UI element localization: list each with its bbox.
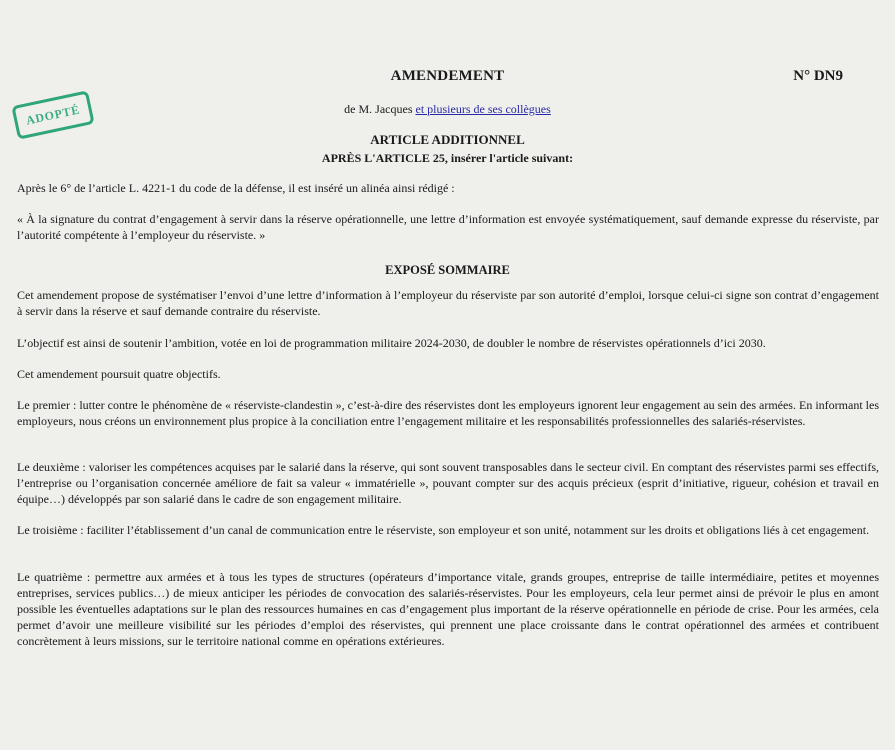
document-title: AMENDEMENT (390, 68, 505, 84)
article-quote: « À la signature du contrat d’engagement à servir dans la réserve opérationnelle, une lettre d’information est envoyée systématiquement, sauf demande expresse du réserviste, par l’autorité compétente à l’employeur du réserviste. » (17, 212, 879, 242)
expose-paragraph-2: L’objectif est ainsi de soutenir l’ambition, votée en loi de programmation militaire 2024-2030, de doubler le nombre de réservistes opérationnels d’ici 2030. (17, 336, 766, 350)
expose-paragraph-7: Le quatrième : permettre aux armées et à tous les types de structures (opérateurs d’importance vitale, grands groupes, entreprise de taille intermédiaire, petites et moyennes entreprises, services publics…) de mieux anticiper les périodes de convocation des salariés-réservistes. Pour les employeurs, cela leur permet ainsi de prévoir le plus en amont possible les éventuelles adaptations sur le plan des ressources humaines en cas d’engagement plus important de la réserve opérationnelle en période de crise. Pour les armées, cela permet d’avoir une meilleure visibilité sur les périodes d’emploi des réservistes, qui prennent une place croissante dans le contrat opérationnel des armées et contribuent concrètement à leurs missions, sur le territoire national comme en opérations extérieures. (17, 570, 879, 648)
article-subtitle: APRÈS L'ARTICLE 25, insérer l'article suivant: (321, 151, 574, 165)
authors-link[interactable]: et plusieurs de ses collègues (415, 102, 551, 116)
article-intro: Après le 6° de l’article L. 4221-1 du code de la défense, il est inséré un alinéa ainsi rédigé : (17, 181, 455, 195)
expose-title: EXPOSÉ SOMMAIRE (385, 263, 510, 277)
article-title: ARTICLE ADDITIONNEL (370, 132, 525, 147)
authors-prefix: de M. Jacques (344, 102, 416, 116)
expose-paragraph-3: Cet amendement poursuit quatre objectifs. (17, 367, 221, 381)
authors-line (0, 102, 895, 117)
expose-paragraph-4: Le premier : lutter contre le phénomène de « réserviste-clandestin », c’est-à-dire des réservistes dont les employeurs ignorent leur engagement au sein des armées. En informant les employeurs, nous créons un environnement plus propice à la conciliation entre l’engagement militaire et les responsabilités professionnelles des salariés-réservistes. (17, 398, 879, 428)
expose-paragraph-5: Le deuxième : valoriser les compétences acquises par le salarié dans la réserve, qui sont souvent transposables dans le secteur civil. En comptant des réservistes parmi ses effectifs, l’entreprise ou l’organisation concernée améliore de fait sa valeur « immatérielle », pouvant compter sur des acquis précieux (esprit d’initiative, rigueur, cohésion et travail en équipe…) développés par son salarié dans le cadre de son engagement militaire. (17, 460, 879, 506)
amendment-number: N° DN9 (793, 68, 843, 84)
expose-paragraph-1: Cet amendement propose de systématiser l’envoi d’une lettre d’information à l’employeur du réserviste par son autorité d’emploi, lorsque celui-ci signe son contrat d’engagement à servir dans la réserve et sauf demande contraire du réserviste. (17, 288, 879, 318)
stamp-label: ADOPTÉ (24, 101, 82, 128)
expose-paragraph-6: Le troisième : faciliter l’établissement d’un canal de communication entre le réserviste, son employeur et son unité, notamment sur les droits et obligations liés à cet engagement. (17, 523, 870, 537)
